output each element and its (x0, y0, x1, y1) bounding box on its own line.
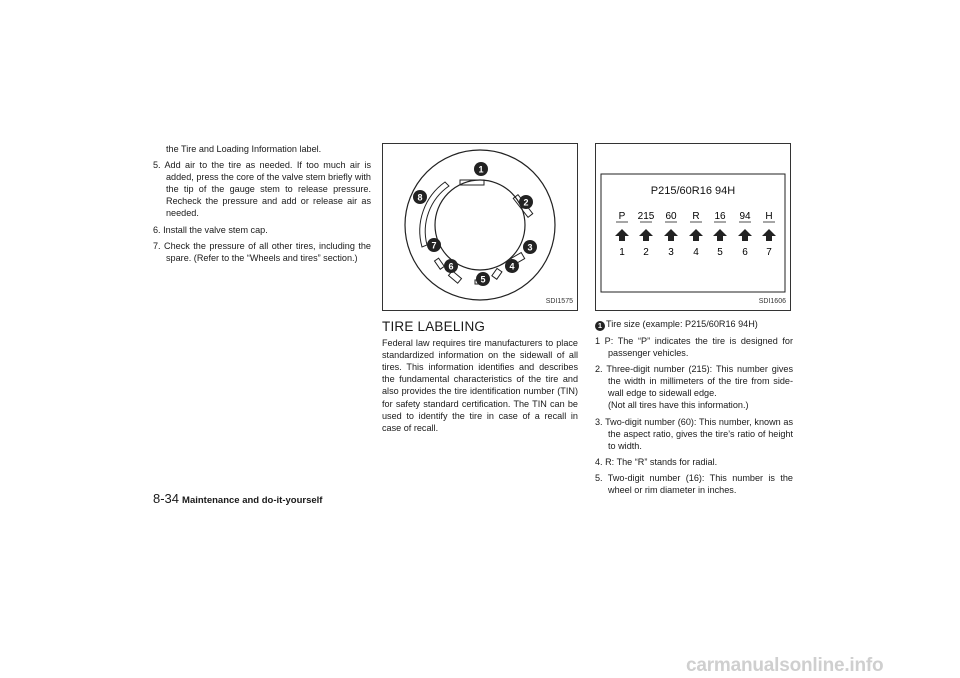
tire-sidewall-diagram (383, 144, 577, 310)
marker-8 (413, 190, 427, 204)
svg-text:2: 2 (523, 197, 529, 208)
figure-caption (595, 318, 793, 331)
svg-text:4: 4 (509, 261, 515, 272)
step-7: 7. Check the pressure of all other tires, including the spare. (Refer to the “Wheels and tires” section.) (153, 240, 371, 263)
marker-3 (523, 240, 537, 254)
tire-size-diagram (596, 144, 790, 310)
marker-4 (505, 259, 519, 273)
arrow-up-icon (762, 229, 776, 241)
part-6: 94 (739, 211, 751, 222)
page-footer (153, 491, 322, 506)
parts-row (615, 211, 776, 258)
page-number: 8-34 (153, 491, 180, 506)
marker-7 (427, 238, 441, 252)
figure-label: SDI1606 (758, 297, 786, 305)
figure-label: SDI1575 (545, 297, 573, 305)
marker-2 (519, 195, 533, 209)
part-number-7: 7 (766, 247, 772, 258)
part-4: R (692, 211, 700, 222)
marker-6 (444, 259, 458, 273)
step-6: 6. Install the valve stem cap. (153, 224, 268, 235)
part-3: 60 (665, 211, 677, 222)
tire-size-figure (595, 143, 791, 311)
part-7: H (765, 211, 773, 222)
svg-text:6: 6 (448, 261, 454, 272)
size-code: P215/60R16 94H (650, 185, 736, 197)
arrow-up-icon (689, 229, 703, 241)
watermark: carmanualsonline.info (686, 655, 884, 676)
part-2: 215 (637, 211, 655, 222)
item-1: 1 P: The “P” indicates the tire is designed for passenger vehicles. (595, 336, 793, 359)
svg-text:8: 8 (417, 192, 423, 203)
svg-text:1: 1 (478, 164, 484, 175)
item-5: 5. Two-digit number (16): This number is the wheel or rim diameter in inches. (595, 472, 793, 496)
marker-1 (474, 162, 488, 176)
step-5: 5. Add air to the tire as needed. If too much air is added, press the core of the valve stem briefly with the tip of the gauge stem to release pressure. Recheck the pressure and add or release air as needed. (153, 160, 371, 219)
section-body: Federal law requires tire manufacturers to place standardized information on the sidewall of all tires. This information identifies and describes the fundamental characteristics of the tire and also provides the tire identification number (TIN) for safety standard certification. The TIN can be used to identify the tire in case of a recall in case of recall. (382, 338, 578, 433)
part-5: 16 (714, 211, 726, 222)
item-4: 4. R: The “R” stands for radial. (595, 456, 718, 467)
marker-5 (476, 272, 490, 286)
arrow-up-icon (713, 229, 727, 241)
arrow-up-icon (615, 229, 629, 241)
item-2: 2. Three-digit number (215): This number gives the width in millimeters of the tire from side-wall edge to sidewall edge. (595, 364, 793, 399)
label-rect-4 (492, 268, 502, 279)
svg-text:3: 3 (527, 242, 533, 253)
section-heading: TIRE LABELING (382, 319, 486, 334)
tire-inner-circle (435, 180, 525, 270)
part-1: P (618, 211, 626, 222)
part-number-5: 5 (717, 247, 723, 258)
arrow-up-icon (664, 229, 678, 241)
column-right (595, 143, 793, 500)
caption-marker: 1 (595, 321, 605, 331)
item-3: 3. Two-digit number (60): This number, known as the aspect ratio, gives the tire’s ratio of height to width. (595, 416, 793, 451)
arrow-up-icon (738, 229, 752, 241)
arrow-up-icon (639, 229, 653, 241)
item-2-note: (Not all tires have this information.) (608, 400, 749, 411)
part-number-1: 1 (619, 247, 625, 258)
part-number-4: 4 (693, 247, 699, 258)
part-number-6: 6 (742, 247, 748, 258)
footer-section-title: Maintenance and do-it-yourself (182, 495, 323, 506)
intro-text: the Tire and Loading Information label. (166, 144, 322, 154)
part-number-3: 3 (668, 247, 674, 258)
svg-text:7: 7 (431, 240, 437, 251)
column-left (153, 143, 371, 268)
label-rect-7 (434, 258, 444, 269)
part-number-2: 2 (643, 247, 649, 258)
tire-sidewall-figure (382, 143, 578, 311)
caption-text: Tire size (example: P215/60R16 94H) (606, 319, 758, 329)
svg-text:5: 5 (480, 274, 486, 285)
column-middle (382, 143, 578, 434)
